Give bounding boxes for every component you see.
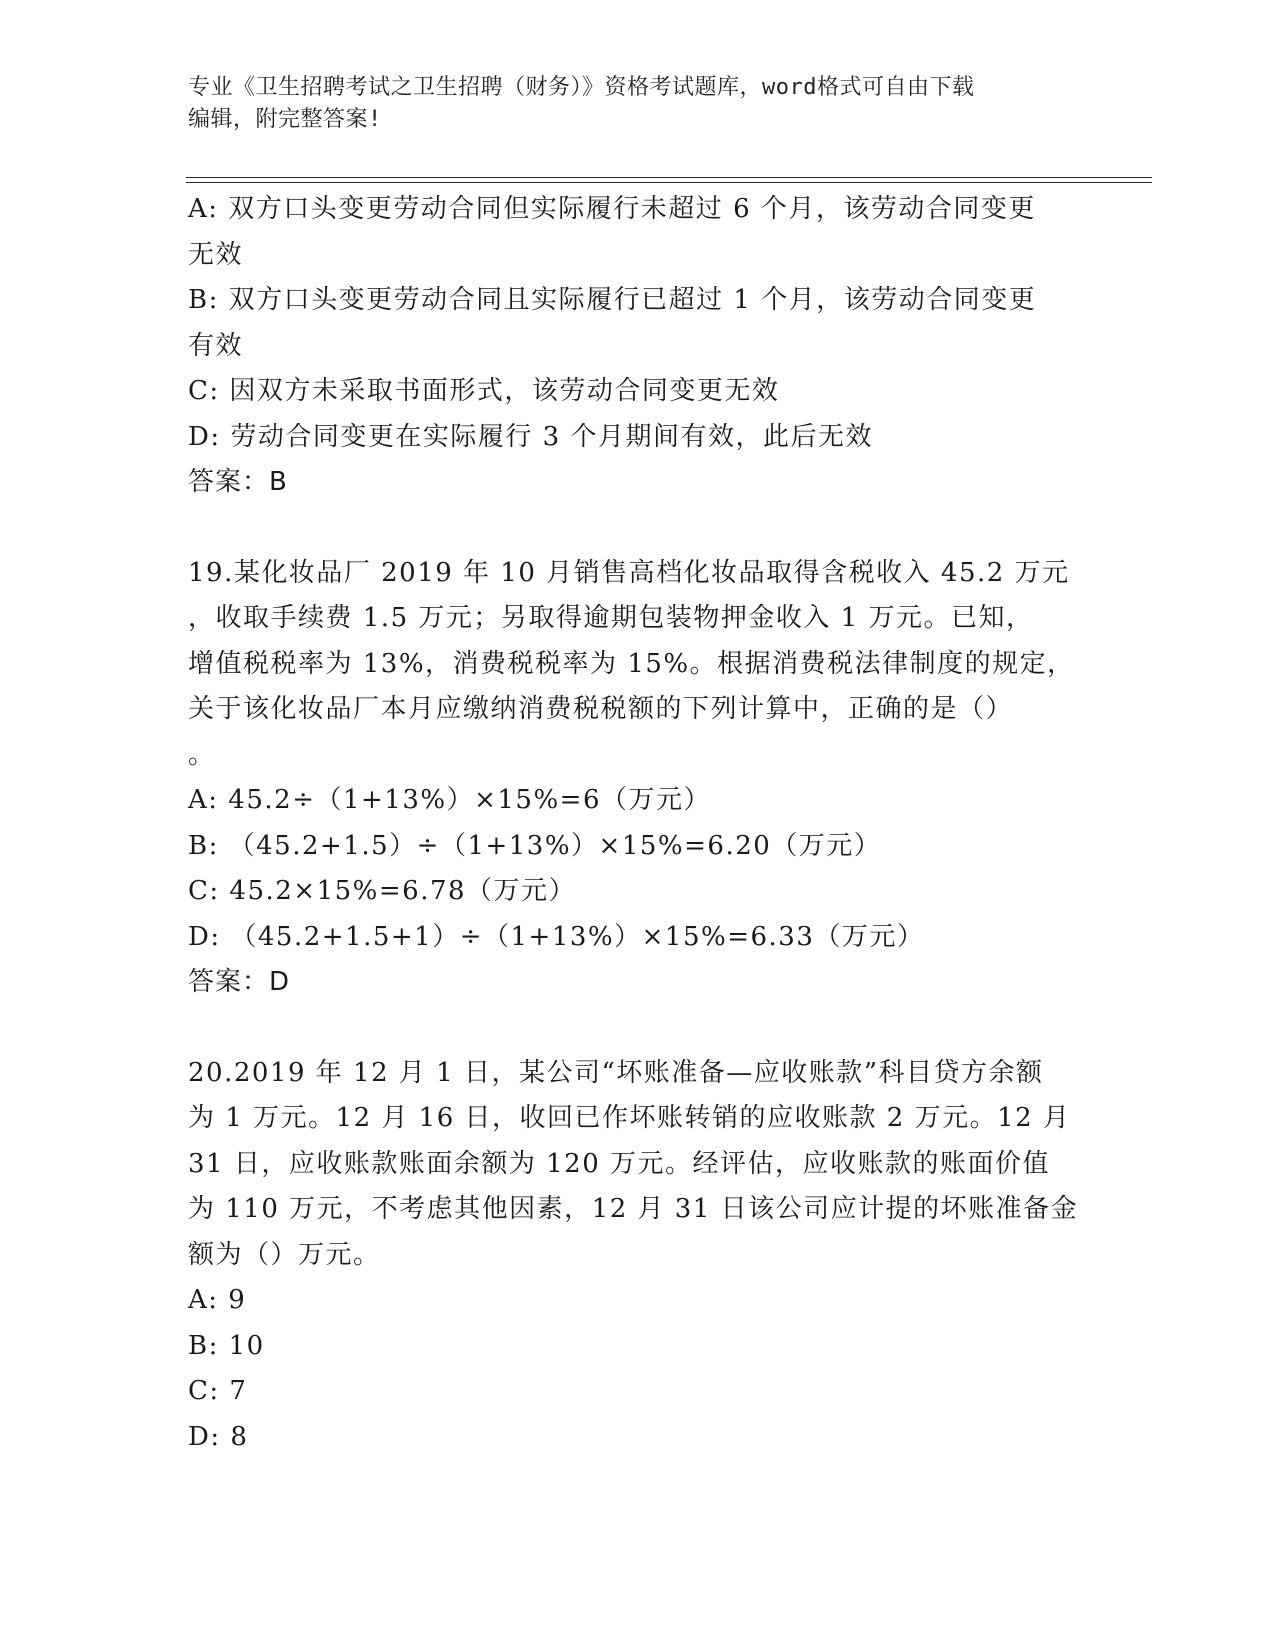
- q19-stem-line1: 19.某化妆品厂 2019 年 10 月销售高档化妆品取得含税收入 45.2 万元: [188, 557, 1070, 588]
- q18-answer: 答案：B: [188, 467, 288, 497]
- q18-option-b-line1: B: 双方口头变更劳动合同且实际履行已超过 1 个月，该劳动合同变更: [188, 285, 1037, 315]
- document-header: [188, 72, 1088, 136]
- q19-stem-line3: 增值税税率为 13%，消费税税率为 15%。根据消费税法律制度的规定，: [188, 648, 1075, 679]
- q18-option-a-line1: A: 双方口头变更劳动合同但实际履行未超过 6 个月，该劳动合同变更: [188, 194, 1036, 224]
- q19-answer: 答案：D: [188, 967, 291, 997]
- header-line-2: 编辑，附完整答案!: [188, 107, 382, 132]
- header-rule-top: [186, 177, 1152, 178]
- q19-stem-line5: 。: [188, 739, 216, 770]
- q18-option-c: C: 因双方未采取书面形式，该劳动合同变更无效: [188, 376, 780, 406]
- question-content: [188, 187, 1088, 1460]
- q19-option-a: A: 45.2÷（1+13%）×15%=6（万元）: [188, 785, 711, 815]
- q18-option-b-line2: 有效: [188, 330, 244, 361]
- q20-option-a: A: 9: [188, 1285, 247, 1315]
- q20-option-d: D: 8: [188, 1421, 249, 1452]
- q20-stem-line4: 为 110 万元，不考虑其他因素，12 月 31 日该公司应计提的坏账准备金: [188, 1194, 1079, 1224]
- question-19: [188, 551, 1088, 1006]
- q20-option-b: B: 10: [188, 1330, 265, 1361]
- q19-option-d: D: （45.2+1.5+1）÷（1+13%）×15%=6.33（万元）: [188, 921, 925, 952]
- spacer: [188, 506, 1088, 551]
- q19-stem-line2: ，收取手续费 1.5 万元；另取得逾期包装物押金收入 1 万元。已知，: [188, 603, 1034, 633]
- q20-stem-line3: 31 日，应收账款账面余额为 120 万元。经评估，应收账款的账面价值: [188, 1148, 1051, 1179]
- q18-option-a-line2: 无效: [188, 239, 244, 270]
- question-20: [188, 1051, 1088, 1461]
- q18-option-d: D: 劳动合同变更在实际履行 3 个月期间有效，此后无效: [188, 421, 873, 452]
- q20-option-c: C: 7: [188, 1376, 248, 1406]
- q20-stem-line2: 为 1 万元。12 月 16 日，收回已作坏账转销的应收账款 2 万元。12 月: [188, 1103, 1071, 1133]
- q19-stem-line4: 关于该化妆品厂本月应缴纳消费税税额的下列计算中，正确的是（）: [188, 694, 1014, 724]
- spacer: [188, 1006, 1088, 1051]
- q19-option-b: B: （45.2+1.5）÷（1+13%）×15%=6.20（万元）: [188, 830, 882, 861]
- header-line-1: 专业《卫生招聘考试之卫生招聘（财务）》资格考试题库，word格式可自由下载: [188, 75, 975, 100]
- q20-stem-line1: 20.2019 年 12 月 1 日，某公司“坏账准备—应收账款”科目贷方余额: [188, 1057, 1044, 1088]
- question-18: [188, 187, 1088, 506]
- header-rule-bottom: [186, 182, 1152, 183]
- q19-option-c: C: 45.2×15%=6.78（万元）: [188, 876, 577, 906]
- q20-stem-line5: 额为（）万元。: [188, 1239, 381, 1270]
